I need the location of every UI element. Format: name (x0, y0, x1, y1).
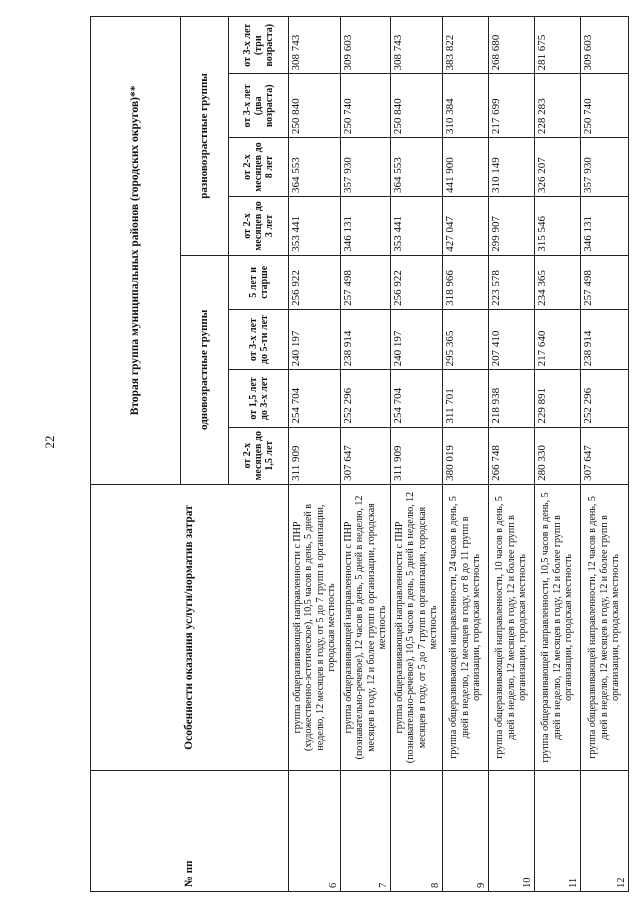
value-cell: 228 283 (535, 74, 581, 138)
value-cell: 427 047 (443, 196, 489, 255)
value-cell: 266 748 (489, 427, 535, 484)
value-cell: 240 197 (391, 309, 443, 369)
subheader: 5 лет и старше (229, 255, 289, 309)
value-cell: 309 603 (341, 17, 391, 74)
value-cell: 353 441 (289, 196, 341, 255)
value-cell: 326 207 (535, 138, 581, 197)
table-row (341, 17, 391, 892)
row-description: группа общеразвивающей направленности с ПНР (художественно-эстетическое), 10,5 часов в день, 5 дней в неделю, 12 месяцев в году, от 5 до 7 групп в организации, городская местность (289, 484, 341, 770)
main-header: Вторая группа муниципальных районов (городских округов)** (91, 17, 181, 485)
subheader: от 3-х лет (два возраста) (229, 74, 289, 138)
value-cell: 346 131 (341, 196, 391, 255)
value-cell: 256 922 (289, 255, 341, 309)
row-number: 11 (535, 771, 581, 892)
row-number: 7 (341, 771, 391, 892)
value-cell: 250 740 (581, 74, 629, 138)
col-no-header: № пп (91, 771, 289, 892)
table-container (90, 16, 627, 892)
value-cell: 295 365 (443, 309, 489, 369)
row-number: 6 (289, 771, 341, 892)
row-description: группа общеразвивающей направленности с ПНР (познавательно-речевое), 10,5 часов в день, 5 дней в неделю, 12 месяцев в году, от 5 до 7 групп в организации, городская местность (391, 484, 443, 770)
page-number: 22 (42, 435, 57, 449)
value-cell: 315 546 (535, 196, 581, 255)
subheader: от 3-х лет до 5-ти лет (229, 309, 289, 369)
value-cell: 280 330 (535, 427, 581, 484)
value-cell: 364 553 (391, 138, 443, 197)
value-cell: 310 149 (489, 138, 535, 197)
value-cell: 311 909 (391, 427, 443, 484)
value-cell: 346 131 (581, 196, 629, 255)
value-cell: 238 914 (581, 309, 629, 369)
value-cell: 318 966 (443, 255, 489, 309)
value-cell: 308 743 (391, 17, 443, 74)
subheader: от 2-х месяцев до 1,5 лет (229, 427, 289, 484)
group-mixed-header: разновозрастные группы (181, 17, 229, 256)
table-row (581, 17, 629, 892)
subheader: от 2-х месяцев до 3 лет (229, 196, 289, 255)
subheader: от 2-х месяцев до 8 лет (229, 138, 289, 197)
table-row (289, 17, 341, 892)
value-cell: 441 900 (443, 138, 489, 197)
value-cell: 207 410 (489, 309, 535, 369)
table-row (489, 17, 535, 892)
row-number: 10 (489, 771, 535, 892)
value-cell: 254 704 (289, 370, 341, 427)
row-description: группа общеразвивающей направленности, 12 часов в день, 5 дней в неделю, 12 месяцев в году, 12 и более групп в организации, городская местность (581, 484, 629, 770)
group-single-header: одновозрастные группы (181, 255, 229, 484)
value-cell: 252 296 (341, 370, 391, 427)
value-cell: 357 930 (341, 138, 391, 197)
value-cell: 218 938 (489, 370, 535, 427)
value-cell: 311 909 (289, 427, 341, 484)
value-cell: 257 498 (341, 255, 391, 309)
value-cell: 307 647 (341, 427, 391, 484)
value-cell: 380 019 (443, 427, 489, 484)
value-cell: 308 743 (289, 17, 341, 74)
value-cell: 309 603 (581, 17, 629, 74)
value-cell: 252 296 (581, 370, 629, 427)
row-description: группа общеразвивающей направленности, 10,5 часов в день, 5 дней в неделю, 12 месяцев в году, 12 и более групп в организации, городская местность (535, 484, 581, 770)
value-cell: 250 840 (391, 74, 443, 138)
value-cell: 250 840 (289, 74, 341, 138)
value-cell: 268 680 (489, 17, 535, 74)
value-cell: 250 740 (341, 74, 391, 138)
value-cell: 353 441 (391, 196, 443, 255)
row-description: группа общеразвивающей направленности, 10 часов в день, 5 дней в неделю, 12 месяцев в году, 12 и более групп в организации, городская местность (489, 484, 535, 770)
row-number: 9 (443, 771, 489, 892)
value-cell: 223 578 (489, 255, 535, 309)
cost-norms-table (90, 16, 629, 892)
row-number: 12 (581, 771, 629, 892)
table-row (443, 17, 489, 892)
subheader: от 3-х лет (три возраста) (229, 17, 289, 74)
value-cell: 229 891 (535, 370, 581, 427)
table-row (535, 17, 581, 892)
col-desc-header: Особенности оказания услуги/норматив затрат (91, 484, 289, 770)
row-number: 8 (391, 771, 443, 892)
value-cell: 364 553 (289, 138, 341, 197)
value-cell: 238 914 (341, 309, 391, 369)
row-description: группа общеразвивающей направленности с ПНР (познавательно-речевое), 12 часов в день, 5 дней в неделю, 12 месяцев в году, 12 и более групп в организации, городская местность (341, 484, 391, 770)
value-cell: 311 701 (443, 370, 489, 427)
value-cell: 299 907 (489, 196, 535, 255)
value-cell: 310 384 (443, 74, 489, 138)
subheader: от 1,5 лет до 3-х лет (229, 370, 289, 427)
value-cell: 240 197 (289, 309, 341, 369)
value-cell: 217 699 (489, 74, 535, 138)
value-cell: 307 647 (581, 427, 629, 484)
value-cell: 257 498 (581, 255, 629, 309)
value-cell: 357 930 (581, 138, 629, 197)
value-cell: 234 365 (535, 255, 581, 309)
value-cell: 254 704 (391, 370, 443, 427)
value-cell: 256 922 (391, 255, 443, 309)
row-description: группа общеразвивающей направленности, 24 часов в день, 5 дней в неделю, 12 месяцев в году, от 8 до 11 групп в организации, городская местность (443, 484, 489, 770)
value-cell: 217 640 (535, 309, 581, 369)
value-cell: 383 822 (443, 17, 489, 74)
table-row (391, 17, 443, 892)
value-cell: 281 675 (535, 17, 581, 74)
